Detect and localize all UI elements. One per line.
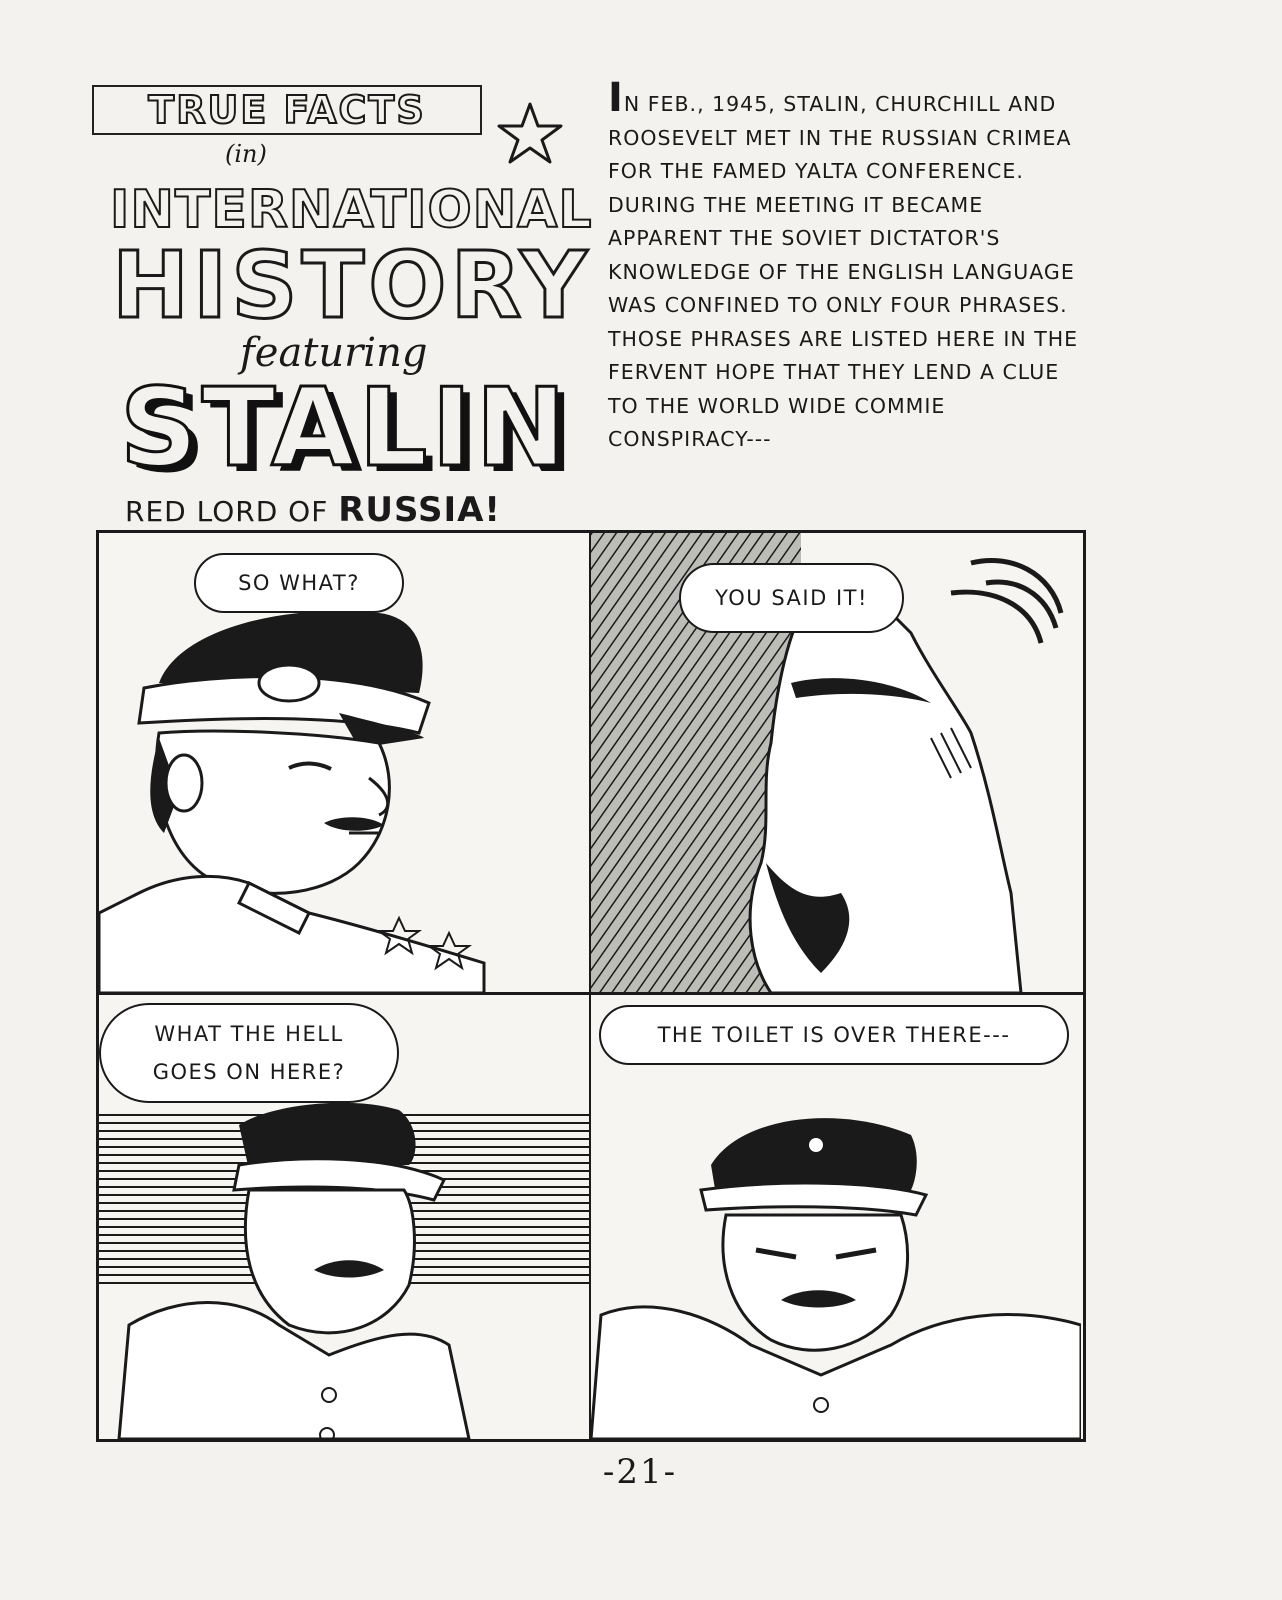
title-history: HISTORY — [112, 232, 591, 339]
speech-balloon-1: SO WHAT? — [194, 553, 404, 613]
panel-1 — [99, 533, 591, 995]
title-true-facts: TRUE FACTS — [148, 88, 426, 132]
subtitle-emphasis: RUSSIA! — [338, 490, 501, 530]
title-international: INTERNATIONAL — [110, 180, 593, 240]
page-number: -21- — [602, 1452, 678, 1492]
intro-caption: IN FEB., 1945, STALIN, CHURCHILL AND ROOSEVELT MET IN THE RUSSIAN CRIMEA FOR THE FAMED YALTA CONFERENCE. DURING THE MEETING IT BECAME APPARENT THE SOVIET DICTATOR'S KNOWLEDGE OF THE ENGLISH LANGUAGE WAS CONFINED TO ONLY FOUR PHRASES. THOSE PHRASES ARE LISTED HERE IN THE FERVENT HOPE THAT THEY LEND A CLUE TO THE WORLD WIDE COMMIE CONSPIRACY--- — [608, 75, 1079, 451]
subtitle-prefix: RED LORD OF — [125, 495, 329, 528]
panel-4 — [591, 995, 1083, 1439]
title-box — [92, 85, 482, 135]
speech-balloon-4: THE TOILET IS OVER THERE--- — [599, 1005, 1069, 1065]
speech-balloon-2: YOU SAID IT! — [679, 563, 904, 633]
star-icon — [495, 100, 565, 166]
title-in: (in) — [225, 140, 267, 168]
subtitle — [125, 490, 501, 530]
panel-grid — [96, 530, 1086, 1442]
featuring-label: featuring — [240, 330, 428, 376]
panel-2 — [591, 533, 1083, 995]
subject-name: STALIN — [120, 366, 571, 491]
speech-balloon-3: WHAT THE HELL GOES ON HERE? — [99, 1003, 399, 1103]
panel-3 — [99, 995, 591, 1439]
